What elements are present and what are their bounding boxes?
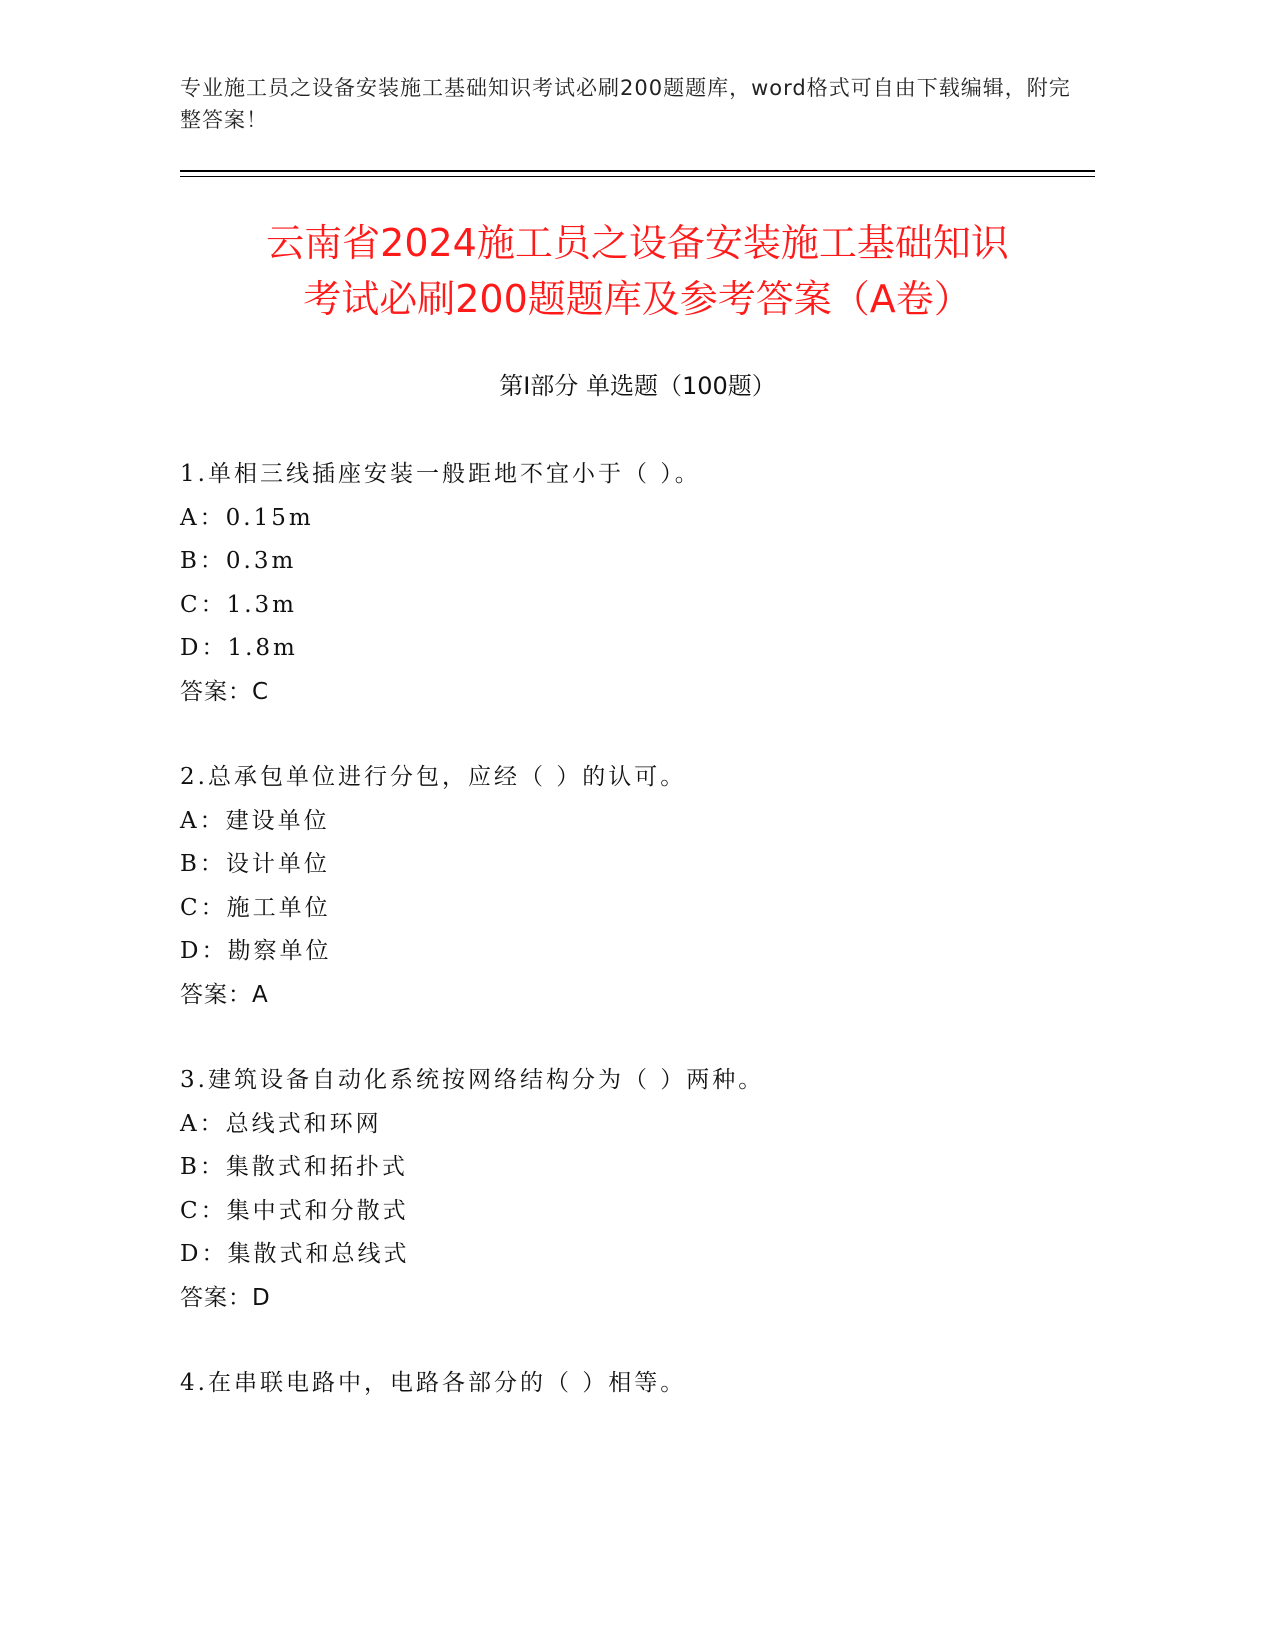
header-note: 专业施工员之设备安装施工基础知识考试必刷200题题库，word格式可自由下载编辑，附完整答案！ xyxy=(180,76,1071,132)
option-text: 集散式和总线式 xyxy=(227,1241,410,1267)
option-text: 勘察单位 xyxy=(227,938,332,964)
question-stem: 4.在串联电路中，电路各部分的（ ）相等。 xyxy=(180,1370,687,1396)
header-rule-thick xyxy=(180,170,1095,172)
header-rule-thin xyxy=(180,176,1095,177)
option-key: D： xyxy=(180,635,228,661)
option-text: 0.3m xyxy=(225,548,297,574)
option-text: 1.8m xyxy=(227,635,298,661)
option-text: 集散式和拓扑式 xyxy=(225,1154,408,1180)
document-title-line-1: 云南省2024施工员之设备安装施工基础知识 xyxy=(266,221,1009,265)
option-a xyxy=(180,497,1095,541)
option-text: 总线式和环网 xyxy=(225,1110,382,1137)
option-key: A： xyxy=(180,1110,226,1137)
option-key: C： xyxy=(180,591,227,618)
answer-line: 答案：A xyxy=(180,981,269,1008)
answer-line: 答案：C xyxy=(180,678,270,705)
option-text: 集中式和分散式 xyxy=(226,1197,409,1224)
document-title xyxy=(140,215,1135,327)
option-key: D： xyxy=(180,1241,228,1267)
question-stem: 3.建筑设备自动化系统按网络结构分为（ ）两种。 xyxy=(180,1067,765,1093)
section-title: 第I部分 单选题（100题） xyxy=(499,372,776,400)
document-title-line-2: 考试必刷200题题库及参考答案（A卷） xyxy=(303,277,972,321)
question-stem: 2.总承包单位进行分包，应经（ ）的认可。 xyxy=(180,764,687,790)
option-key: D： xyxy=(180,938,228,964)
option-key: B： xyxy=(180,548,226,574)
option-b xyxy=(180,540,1095,584)
option-key: A： xyxy=(180,504,226,531)
option-c xyxy=(180,887,1095,931)
option-key: A： xyxy=(180,807,226,834)
question-list xyxy=(180,453,1095,1448)
option-key: B： xyxy=(180,851,226,877)
option-text: 设计单位 xyxy=(225,851,330,877)
question-3 xyxy=(180,1059,1095,1320)
option-d xyxy=(180,627,1095,671)
question-stem: 1.单相三线插座安装一般距地不宜小于（ ）。 xyxy=(180,461,701,487)
option-b xyxy=(180,843,1095,887)
option-text: 建设单位 xyxy=(225,807,330,834)
option-a xyxy=(180,800,1095,844)
option-key: B： xyxy=(180,1154,226,1180)
option-text: 施工单位 xyxy=(226,894,331,921)
option-text: 0.15m xyxy=(225,504,314,531)
question-4 xyxy=(180,1362,1095,1406)
option-c xyxy=(180,1190,1095,1234)
answer-line: 答案：D xyxy=(180,1284,271,1311)
question-1 xyxy=(180,453,1095,714)
option-d xyxy=(180,1233,1095,1277)
question-2 xyxy=(180,756,1095,1017)
option-key: C： xyxy=(180,894,227,921)
option-a xyxy=(180,1103,1095,1147)
option-d xyxy=(180,930,1095,974)
option-key: C： xyxy=(180,1197,227,1224)
option-b xyxy=(180,1146,1095,1190)
option-c xyxy=(180,584,1095,628)
option-text: 1.3m xyxy=(226,591,297,618)
